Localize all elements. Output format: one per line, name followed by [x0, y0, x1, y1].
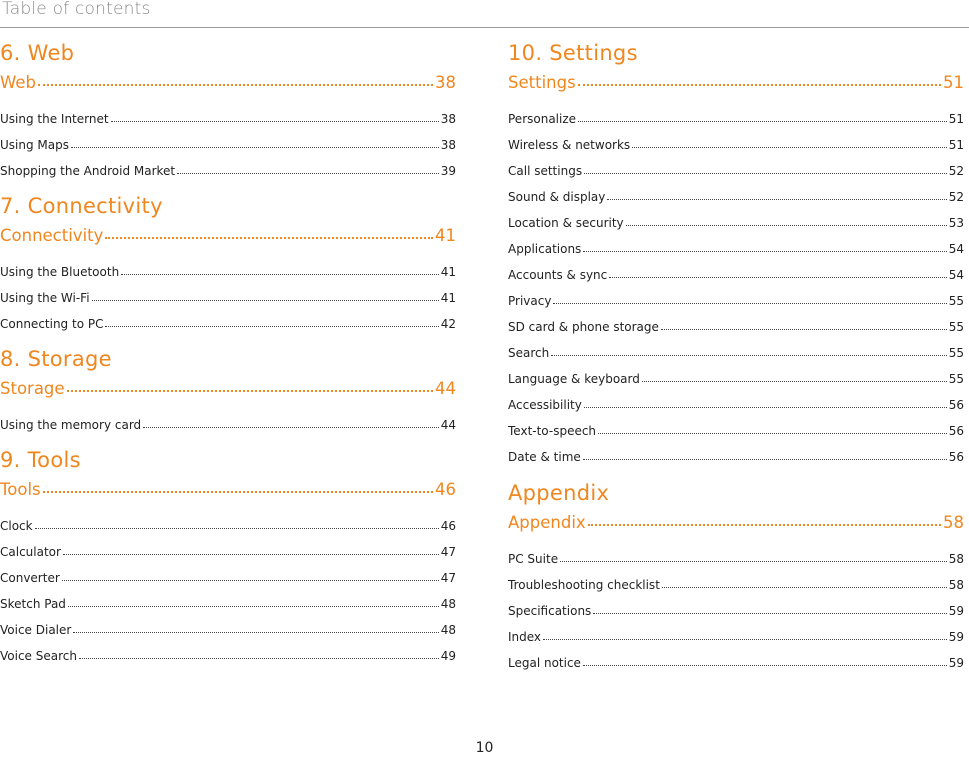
entry-label: Legal notice [508, 656, 581, 670]
toc-entry-connecting-to-pc[interactable] [0, 305, 456, 331]
entry-label: Search [508, 346, 550, 360]
entry-label: SD card & phone storage [508, 320, 659, 334]
entry-label: Shopping the Android Market [0, 164, 176, 178]
dot-leader [71, 146, 439, 148]
toc-entry-legal-notice[interactable] [508, 644, 964, 670]
entry-page: 51 [948, 138, 964, 152]
entry-page: 51 [948, 112, 964, 126]
toc-entry-specifications[interactable] [508, 592, 964, 618]
toc-subheading-connectivity[interactable] [0, 221, 456, 245]
entry-page: 54 [948, 242, 964, 256]
entry-page: 53 [948, 216, 964, 230]
page-number: 10 [475, 740, 494, 756]
entry-page: 42 [440, 317, 456, 331]
dot-leader [543, 638, 947, 640]
subheading-page: 46 [435, 480, 456, 499]
toc-subheading-web[interactable] [0, 68, 456, 92]
entry-label: Accessibility [508, 398, 582, 412]
dot-leader [67, 374, 433, 392]
entry-page: 47 [440, 545, 456, 559]
toc-section-connectivity [0, 191, 456, 331]
dot-leader [43, 475, 433, 493]
toc-entry-accessibility[interactable] [508, 386, 964, 412]
dot-leader [642, 380, 947, 382]
dot-leader [63, 553, 439, 555]
entry-page: 49 [440, 649, 456, 663]
chapter-title: Appendix [508, 481, 610, 505]
entry-page: 41 [440, 265, 456, 279]
entry-label: Sound & display [508, 190, 606, 204]
entry-label: Location & security [508, 216, 624, 230]
page-header-title: Table of contents [2, 0, 151, 19]
subheading-page: 44 [435, 379, 456, 398]
toc-entry-voice-dialer[interactable] [0, 611, 456, 637]
toc-entry-text-to-speech[interactable] [508, 412, 964, 438]
page-header [0, 0, 969, 28]
entry-label: Using Maps [0, 138, 69, 152]
subheading-label: Tools [0, 480, 41, 499]
entry-label: Voice Search [0, 649, 77, 663]
toc-entry-using-the-wi-fi[interactable] [0, 279, 456, 305]
toc-entry-privacy[interactable] [508, 282, 964, 308]
subheading-label: Connectivity [0, 226, 104, 245]
dot-leader [588, 508, 941, 526]
toc-entry-using-maps[interactable] [0, 126, 456, 152]
dot-leader [35, 527, 439, 529]
toc-section-settings [508, 38, 964, 464]
dot-leader [609, 276, 946, 278]
entry-page: 56 [948, 398, 964, 412]
entry-label: Calculator [0, 545, 61, 559]
dot-leader [583, 250, 946, 252]
entry-label: Using the Internet [0, 112, 109, 126]
dot-leader [111, 120, 439, 122]
entry-page: 39 [440, 164, 456, 178]
dot-leader [38, 68, 433, 86]
entry-page: 54 [948, 268, 964, 282]
subheading-page: 41 [435, 226, 456, 245]
entry-page: 58 [948, 552, 964, 566]
entry-label: Using the Wi-Fi [0, 291, 90, 305]
dot-leader [598, 432, 947, 434]
toc-entry-calculator[interactable] [0, 533, 456, 559]
chapter-title: 9. Tools [0, 448, 81, 472]
entry-page: 48 [440, 623, 456, 637]
entry-label: Date & time [508, 450, 581, 464]
entry-page: 59 [948, 630, 964, 644]
dot-leader [662, 586, 947, 588]
dot-leader [632, 146, 947, 148]
entry-page: 46 [440, 519, 456, 533]
entry-page: 55 [948, 320, 964, 334]
toc-entry-voice-search[interactable] [0, 637, 456, 663]
chapter-title: 7. Connectivity [0, 194, 163, 218]
entry-page: 47 [440, 571, 456, 585]
entry-label: Using the memory card [0, 418, 142, 432]
toc-entry-index[interactable] [508, 618, 964, 644]
entry-label: Index [508, 630, 542, 644]
entry-label: Accounts & sync [508, 268, 608, 282]
dot-leader [551, 354, 946, 356]
toc-section-storage [0, 344, 456, 432]
toc-entry-accounts-sync[interactable] [508, 256, 964, 282]
dot-leader [177, 172, 439, 174]
dot-leader [578, 68, 941, 86]
toc-section-appendix [508, 478, 964, 670]
subheading-label: Web [0, 73, 36, 92]
dot-leader [578, 120, 947, 122]
toc-entry-sketch-pad[interactable] [0, 585, 456, 611]
toc-section-web [0, 38, 456, 178]
dot-leader [105, 221, 433, 239]
toc-entry-troubleshooting-checklist[interactable] [508, 566, 964, 592]
toc-section-tools [0, 445, 456, 663]
entry-page: 38 [440, 112, 456, 126]
entry-page: 38 [440, 138, 456, 152]
toc-entry-using-the-bluetooth[interactable] [0, 253, 456, 279]
dot-leader [73, 631, 438, 633]
toc-right-column [508, 38, 964, 684]
dot-leader [68, 605, 439, 607]
entry-page: 56 [948, 450, 964, 464]
toc-entry-personalize[interactable] [508, 100, 964, 126]
entry-label: Applications [508, 242, 582, 256]
entry-label: Wireless & networks [508, 138, 631, 152]
entry-label: Language & keyboard [508, 372, 640, 386]
toc-entry-using-the-memory-card[interactable] [0, 406, 456, 432]
entry-label: Specifications [508, 604, 592, 618]
entry-label: Voice Dialer [0, 623, 72, 637]
subheading-page: 51 [943, 73, 964, 92]
dot-leader [560, 560, 947, 562]
dot-leader [62, 579, 439, 581]
entry-label: Privacy [508, 294, 552, 308]
entry-page: 58 [948, 578, 964, 592]
entry-label: Sketch Pad [0, 597, 66, 611]
toc-entry-language-keyboard[interactable] [508, 360, 964, 386]
entry-page: 55 [948, 346, 964, 360]
subheading-label: Appendix [508, 513, 586, 532]
dot-leader [593, 612, 946, 614]
toc-entry-shopping-the-android-market[interactable] [0, 152, 456, 178]
entry-page: 55 [948, 294, 964, 308]
toc-subheading-storage[interactable] [0, 374, 456, 398]
entry-label: Using the Bluetooth [0, 265, 120, 279]
dot-leader [583, 664, 947, 666]
toc-subheading-tools[interactable] [0, 475, 456, 499]
dot-leader [92, 299, 439, 301]
entry-label: Text-to-speech [508, 424, 597, 438]
entry-page: 44 [440, 418, 456, 432]
subheading-page: 58 [943, 513, 964, 532]
entry-page: 52 [948, 190, 964, 204]
dot-leader [607, 198, 946, 200]
toc-entry-wireless-networks[interactable] [508, 126, 964, 152]
entry-label: Personalize [508, 112, 577, 126]
toc-entry-sound-display[interactable] [508, 178, 964, 204]
dot-leader [121, 273, 439, 275]
subheading-label: Storage [0, 379, 65, 398]
dot-leader [79, 657, 439, 659]
entry-label: PC Suite [508, 552, 559, 566]
subheading-page: 38 [435, 73, 456, 92]
dot-leader [105, 325, 438, 327]
toc-entry-pc-suite[interactable] [508, 540, 964, 566]
toc-subheading-appendix[interactable] [508, 508, 964, 532]
dot-leader [553, 302, 946, 304]
entry-page: 48 [440, 597, 456, 611]
toc-entry-sd-card-phone-storage[interactable] [508, 308, 964, 334]
toc-subheading-settings[interactable] [508, 68, 964, 92]
toc-entry-using-the-internet[interactable] [0, 100, 456, 126]
dot-leader [661, 328, 947, 330]
dot-leader [143, 426, 439, 428]
entry-label: Converter [0, 571, 60, 585]
subheading-label: Settings [508, 73, 576, 92]
chapter-title: 8. Storage [0, 347, 112, 371]
toc-entry-applications[interactable] [508, 230, 964, 256]
dot-leader [584, 172, 947, 174]
entry-label: Call settings [508, 164, 583, 178]
dot-leader [626, 224, 947, 226]
toc-entry-clock[interactable] [0, 507, 456, 533]
entry-page: 59 [948, 656, 964, 670]
toc-entry-converter[interactable] [0, 559, 456, 585]
entry-label: Connecting to PC [0, 317, 104, 331]
toc-entry-date-time[interactable] [508, 438, 964, 464]
toc-entry-location-security[interactable] [508, 204, 964, 230]
chapter-title: 10. Settings [508, 41, 638, 65]
entry-page: 56 [948, 424, 964, 438]
dot-leader [584, 406, 947, 408]
entry-page: 41 [440, 291, 456, 305]
entry-label: Troubleshooting checklist [508, 578, 660, 592]
chapter-title: 6. Web [0, 41, 75, 65]
entry-page: 59 [948, 604, 964, 618]
toc-left-column [0, 38, 456, 676]
toc-entry-search[interactable] [508, 334, 964, 360]
entry-page: 55 [948, 372, 964, 386]
toc-entry-call-settings[interactable] [508, 152, 964, 178]
dot-leader [583, 458, 947, 460]
entry-page: 52 [948, 164, 964, 178]
entry-label: Clock [0, 519, 33, 533]
